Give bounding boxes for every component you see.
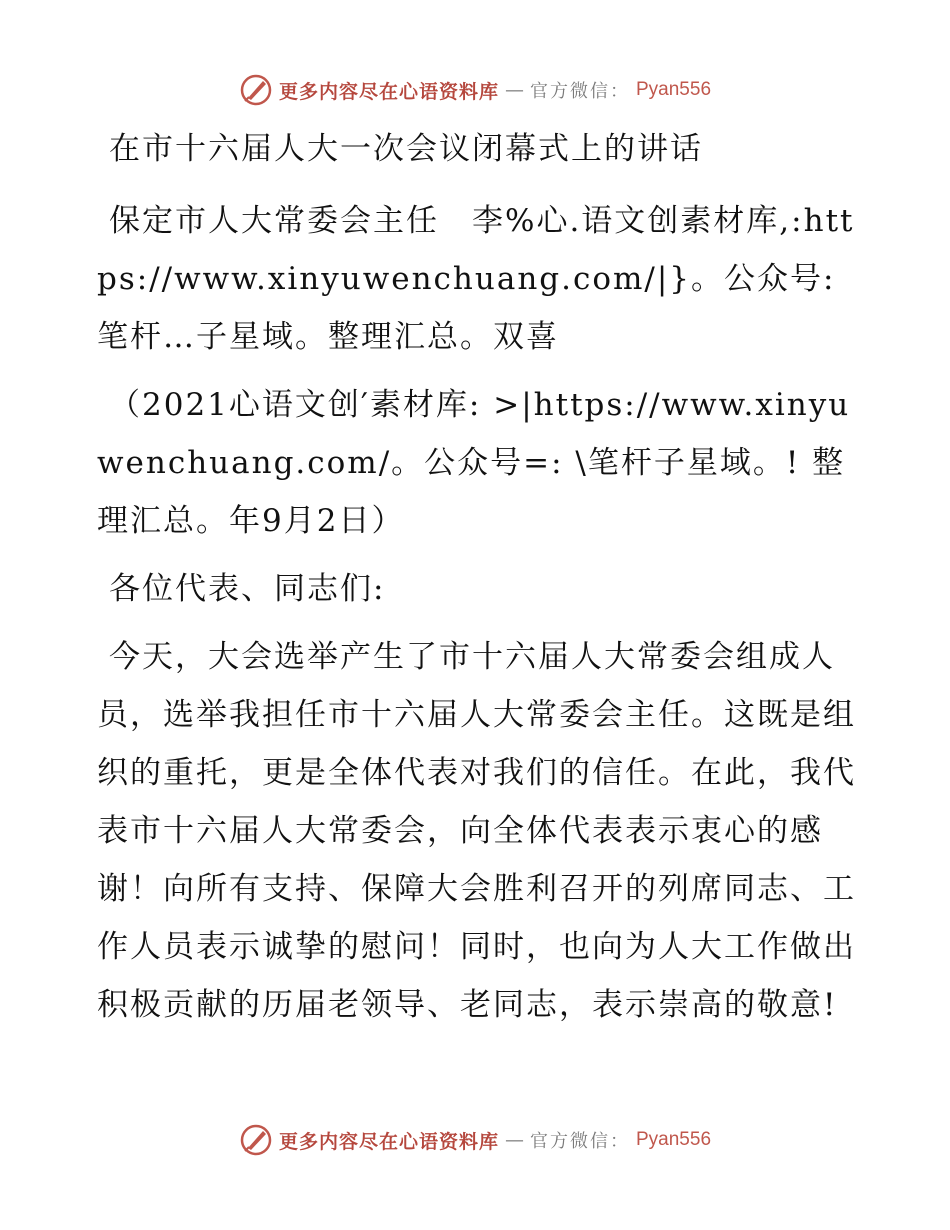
quill-pen-logo-icon [239, 73, 273, 107]
quill-pen-logo-icon [239, 1123, 273, 1157]
header-banner [0, 70, 950, 110]
document-byline: 保定市人大常委会主任 李%心.语文创素材库,:https://www.xinyuwenchuang.com/|}。公众号:笔杆…子星域。整理汇总。双喜 [97, 203, 855, 355]
banner-separator: — [505, 79, 524, 101]
document-title: 在市十六届人大一次会议闭幕式上的讲话 [109, 131, 703, 167]
banner-text: 更多内容尽在心语资料库 [278, 80, 499, 103]
banner-account: Pyan556 [636, 1129, 712, 1150]
document-paragraph: 今天，大会选举产生了市十六届人大常委会组成人员，选举我担任市十六届人大常委会主任。这既是组织的重托，更是全体代表对我们的信任。在此，我代表市十六届人大常委会，向全体代表表示衷心的感谢！向所有支持、保障大会胜利召开的列席同志、工作人员表示诚挚的慰问！同时，也向为人大工作做出积极贡献的历届老领导、老同志，表示崇高的敬意! [97, 639, 856, 1023]
document-salutation: 各位代表、同志们: [109, 571, 386, 607]
document-date-line: （2021心语文创′素材库: >|https://www.xinyuwenchuang.com/。公众号=: \笔杆子星域。! 整理汇总。年9月2日） [97, 387, 851, 539]
document-body [97, 120, 857, 1044]
banner-separator: — [505, 1129, 524, 1151]
footer-banner [0, 1120, 950, 1160]
banner-account: Pyan556 [636, 79, 712, 100]
banner-wechat-label: 官方微信： [530, 81, 630, 102]
banner-wechat-label: 官方微信： [530, 1131, 630, 1152]
banner-text: 更多内容尽在心语资料库 [278, 1130, 499, 1153]
